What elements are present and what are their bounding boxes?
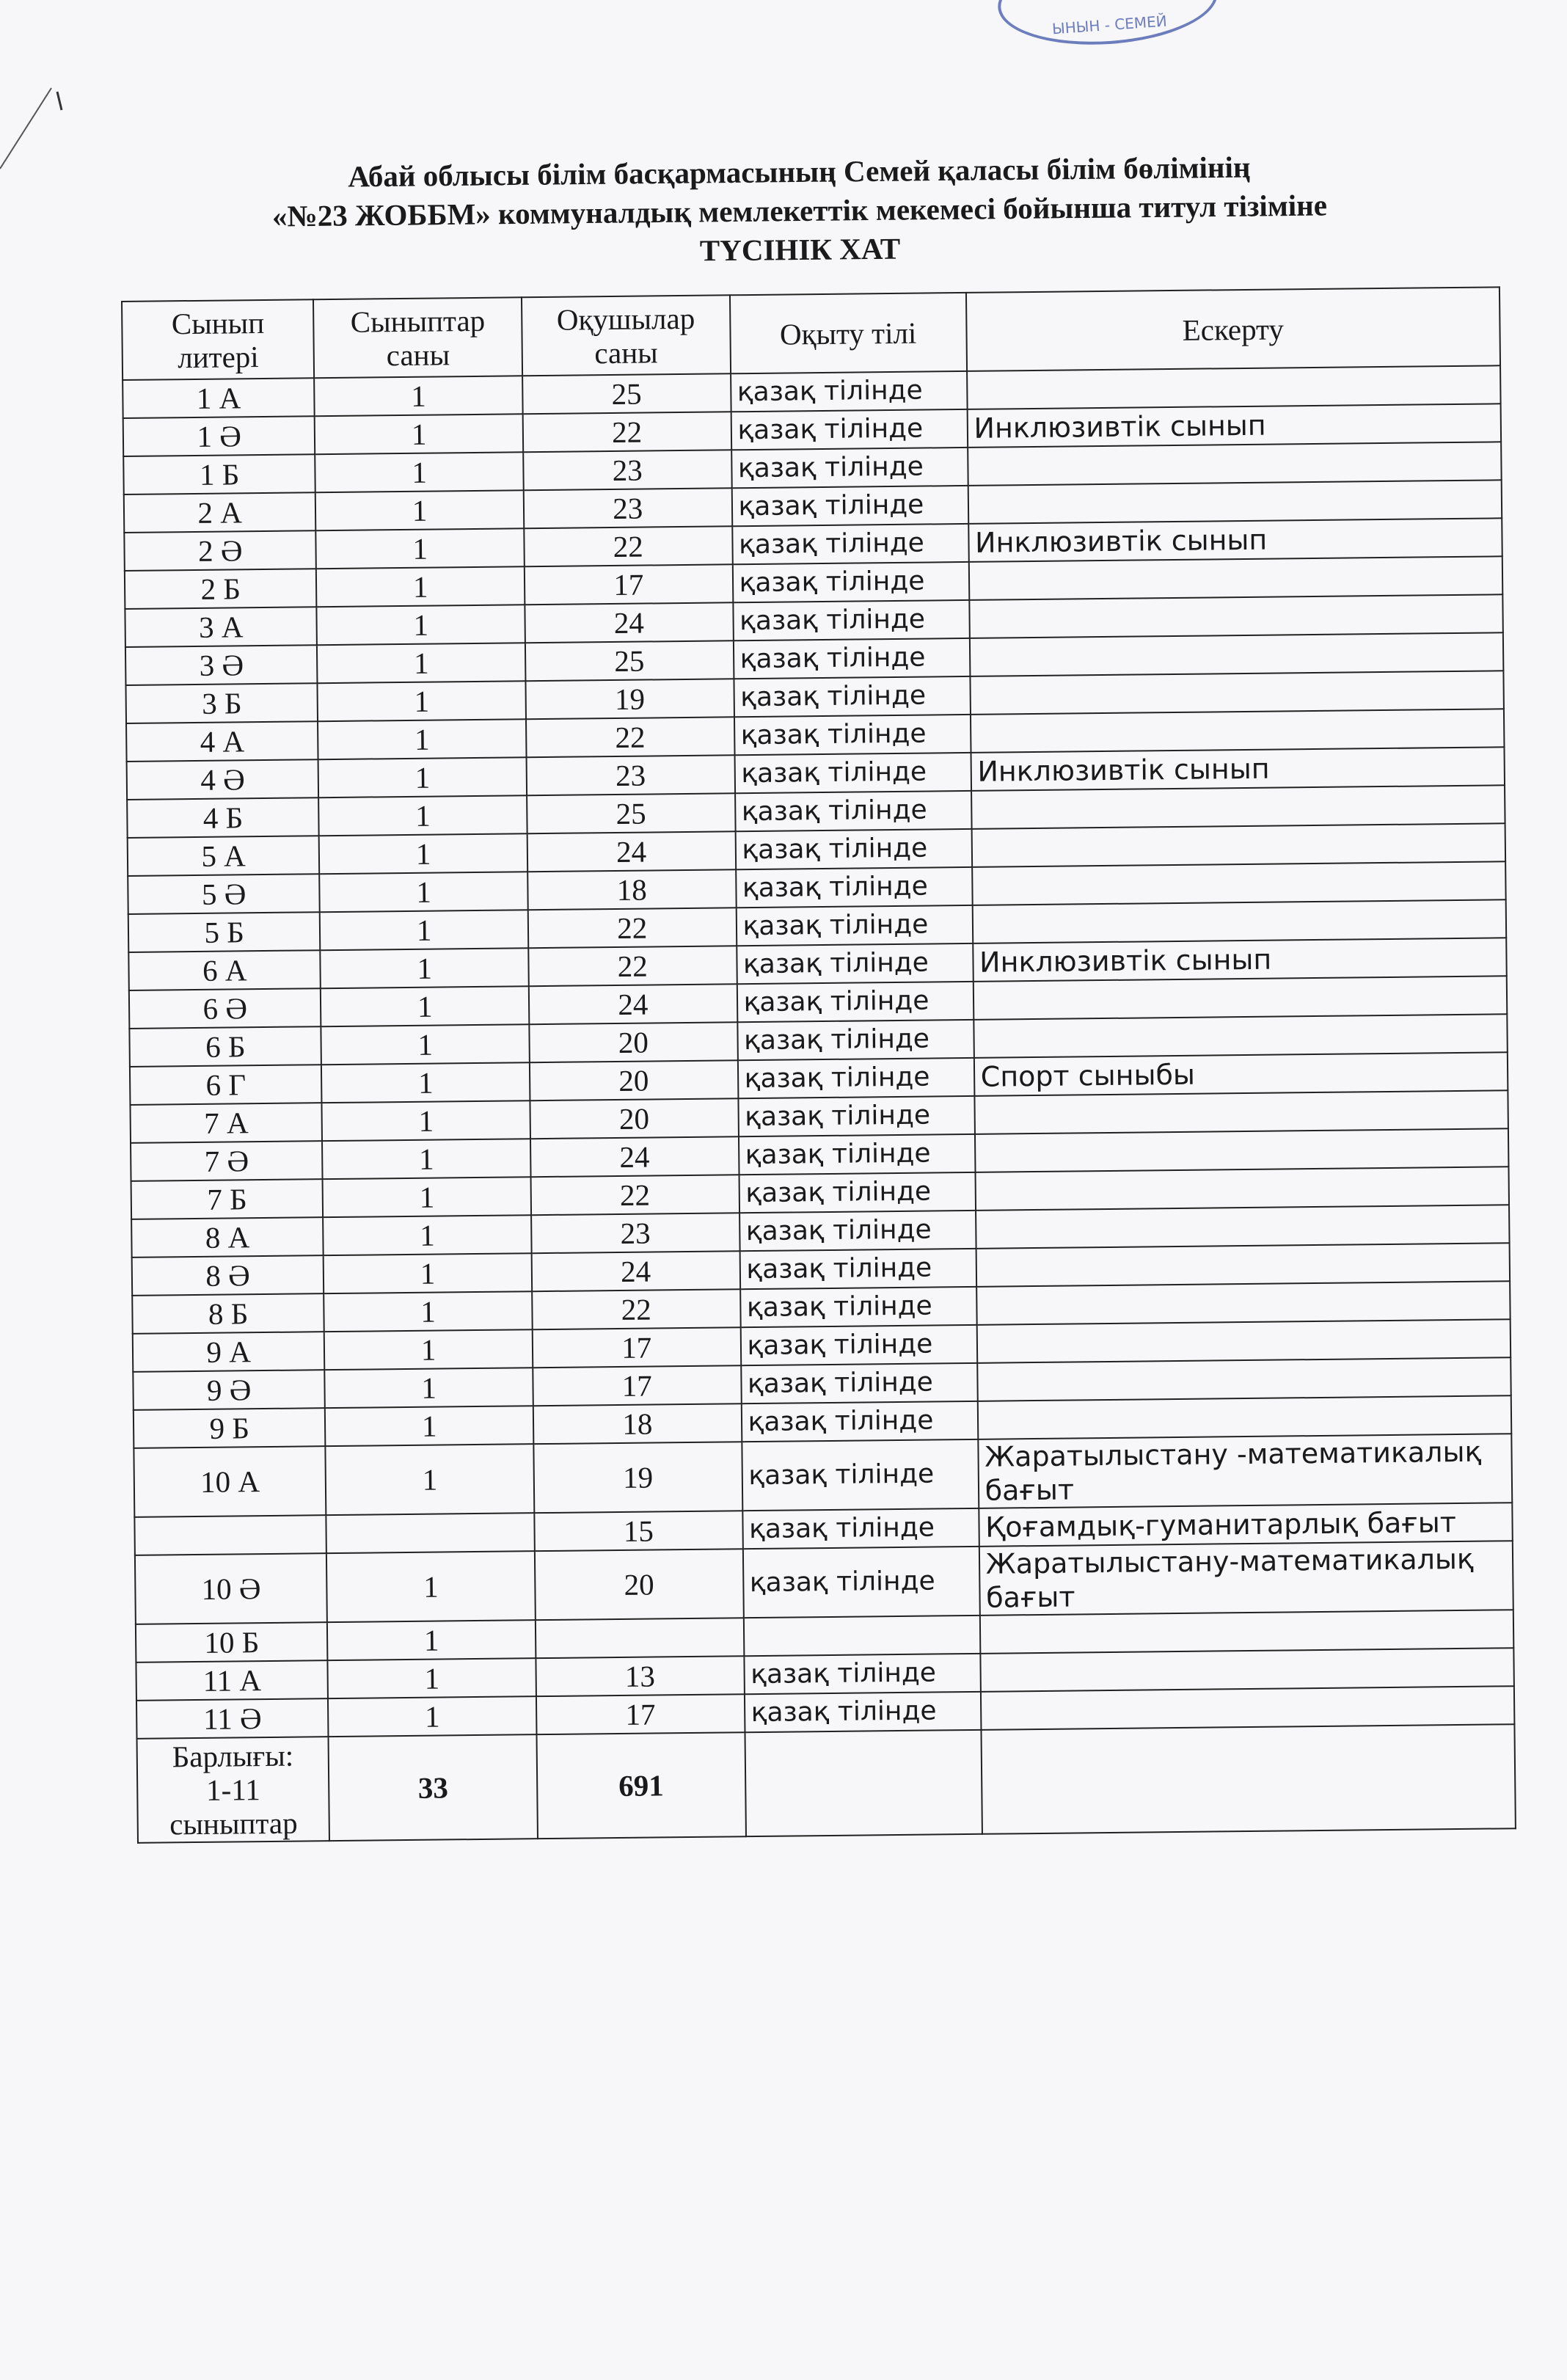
row-class-count: 1 <box>323 1215 531 1255</box>
row-note <box>968 480 1502 524</box>
row-class-count: 1 <box>324 1329 533 1370</box>
row-student-count: 24 <box>529 984 737 1024</box>
row-literal: 6 Б <box>129 1026 321 1067</box>
row-language: қазақ тілінде <box>732 524 969 564</box>
header-literal: Сынып литері <box>122 299 314 380</box>
row-language: қазақ тілінде <box>739 1172 976 1213</box>
row-language: қазақ тілінде <box>741 1401 978 1442</box>
document-title <box>117 145 1483 276</box>
row-student-count: 25 <box>522 373 731 414</box>
row-language: қазақ тілінде <box>742 1439 979 1511</box>
row-student-count: 19 <box>533 1442 742 1513</box>
row-student-count: 22 <box>532 1289 740 1329</box>
row-literal: 10 Ә <box>135 1553 327 1624</box>
row-note <box>972 861 1506 905</box>
row-language: қазақ тілінде <box>744 1692 981 1732</box>
row-student-count: 15 <box>534 1511 742 1551</box>
row-literal: 9 Б <box>134 1408 326 1448</box>
row-note: Қоғамдық-гуманитарлық бағыт <box>979 1503 1513 1547</box>
row-literal: 1 А <box>123 378 315 418</box>
row-literal: 3 А <box>125 607 317 647</box>
row-class-count: 1 <box>327 1620 536 1660</box>
row-note <box>970 671 1504 715</box>
row-class-count <box>326 1513 535 1553</box>
title-line-1: Абай облысы білім басқармасының Семей қаласы білім бөлімінің <box>348 150 1251 194</box>
row-note <box>977 1357 1511 1401</box>
row-student-count: 22 <box>524 526 732 566</box>
total-note-cell <box>981 1724 1516 1834</box>
row-language: қазақ тілінде <box>739 1134 976 1175</box>
row-note <box>967 365 1501 409</box>
row-language: қазақ тілінде <box>738 1096 975 1136</box>
row-class-count: 1 <box>321 1024 530 1065</box>
row-literal: 6 Ә <box>129 988 321 1029</box>
row-student-count: 25 <box>525 640 734 681</box>
row-note <box>971 823 1505 867</box>
row-student-count: 20 <box>530 1098 738 1139</box>
row-class-count: 1 <box>322 1139 530 1179</box>
row-class-count: 1 <box>326 1444 535 1515</box>
row-language: қазақ тілінде <box>742 1547 979 1618</box>
row-class-count: 1 <box>322 1100 530 1141</box>
row-student-count: 19 <box>525 679 734 719</box>
row-student-count: 22 <box>528 946 737 986</box>
row-student-count: 22 <box>530 1175 739 1215</box>
row-class-count: 1 <box>318 757 527 797</box>
header-student-count: Оқушылар саны <box>522 295 731 376</box>
row-student-count: 20 <box>530 1060 738 1100</box>
row-class-count: 1 <box>321 948 529 988</box>
total-class-count: 33 <box>329 1734 538 1841</box>
row-language: қазақ тілінде <box>736 867 973 908</box>
row-language: қазақ тілінде <box>737 982 974 1022</box>
row-note <box>977 1395 1511 1439</box>
row-class-count: 1 <box>321 1062 530 1103</box>
row-language: қазақ тілінде <box>736 905 973 946</box>
row-literal: 4 Ә <box>127 759 319 800</box>
row-language: қазақ тілінде <box>733 600 970 640</box>
row-class-count: 1 <box>326 1551 536 1622</box>
row-student-count: 25 <box>527 793 735 833</box>
row-literal: 9 А <box>133 1332 325 1372</box>
row-class-count: 1 <box>318 795 527 836</box>
row-language: қазақ тілінде <box>735 829 972 869</box>
row-class-count: 1 <box>324 1291 533 1332</box>
row-class-count: 1 <box>318 681 526 721</box>
row-class-count: 1 <box>324 1253 532 1293</box>
row-language: қазақ тілінде <box>731 448 968 488</box>
row-language: қазақ тілінде <box>737 1020 974 1060</box>
header-class-count: Сыныптар саны <box>313 297 522 378</box>
row-class-count: 1 <box>316 528 525 569</box>
row-student-count: 24 <box>532 1251 740 1291</box>
row-class-count: 1 <box>315 452 524 492</box>
row-note: Жаратылыстану-математикалық бағыт <box>979 1541 1513 1616</box>
row-language: қазақ тілінде <box>739 1249 976 1289</box>
row-note: Спорт сыныбы <box>974 1052 1508 1096</box>
row-language: қазақ тілінде <box>735 791 972 831</box>
row-student-count: 13 <box>536 1656 744 1696</box>
row-note <box>972 899 1506 943</box>
row-note <box>973 976 1507 1020</box>
row-literal: 11 Ә <box>136 1698 329 1739</box>
row-literal <box>134 1515 326 1555</box>
row-student-count: 22 <box>526 717 734 757</box>
row-literal: 1 Ә <box>123 416 315 456</box>
row-note: Жаратылыстану -математикалық бағыт <box>978 1434 1512 1508</box>
row-class-count: 1 <box>320 872 528 912</box>
row-literal: 7 Ә <box>131 1141 323 1181</box>
row-language: қазақ тілінде <box>744 1654 981 1694</box>
row-class-count: 1 <box>325 1406 533 1446</box>
row-class-count: 1 <box>317 643 525 683</box>
row-note <box>968 556 1502 600</box>
row-language: қазақ тілінде <box>733 638 970 679</box>
row-note <box>976 1205 1510 1249</box>
row-class-count: 1 <box>328 1696 536 1737</box>
row-note <box>974 1014 1508 1058</box>
row-class-count: 1 <box>328 1658 536 1698</box>
row-language: қазақ тілінде <box>740 1287 977 1327</box>
table-body <box>123 365 1514 1739</box>
row-literal: 5 Ә <box>128 874 320 914</box>
row-student-count: 22 <box>528 908 737 948</box>
row-note <box>970 632 1504 676</box>
title-line-2: «№23 ЖОББМ» коммуналдық мемлекеттік мекемесі бойынша титул тізіміне <box>271 188 1328 233</box>
row-literal: 9 Ә <box>133 1370 325 1410</box>
row-student-count: 24 <box>525 602 733 643</box>
row-note <box>971 785 1505 829</box>
row-language: қазақ тілінде <box>734 753 971 793</box>
table-header-row <box>122 287 1500 380</box>
total-label <box>137 1737 330 1843</box>
row-class-count: 1 <box>323 1177 531 1217</box>
row-student-count: 20 <box>529 1022 737 1062</box>
row-note <box>975 1167 1509 1211</box>
row-language: қазақ тілінде <box>741 1363 978 1403</box>
row-literal: 4 Б <box>127 797 319 838</box>
row-language: қазақ тілінде <box>734 715 971 755</box>
row-class-count: 1 <box>316 566 525 607</box>
row-note <box>976 1243 1510 1287</box>
row-note <box>968 442 1502 486</box>
row-class-count: 1 <box>319 833 527 874</box>
row-literal: 8 Б <box>132 1293 324 1334</box>
row-language: қазақ тілінде <box>737 1058 974 1098</box>
row-class-count: 1 <box>321 986 529 1026</box>
row-literal: 7 А <box>130 1103 322 1143</box>
row-language: қазақ тілінде <box>742 1508 979 1549</box>
row-class-count: 1 <box>315 490 524 530</box>
row-language: қазақ тілінде <box>739 1211 976 1251</box>
row-student-count: 17 <box>533 1327 741 1368</box>
row-student-count: 23 <box>523 450 731 490</box>
row-class-count: 1 <box>317 605 525 645</box>
row-class-count: 1 <box>325 1368 533 1408</box>
row-literal: 10 А <box>134 1446 326 1517</box>
row-student-count: 17 <box>536 1694 745 1734</box>
row-note <box>976 1319 1511 1363</box>
row-literal: 10 Б <box>136 1622 328 1662</box>
row-literal: 1 Б <box>123 454 315 494</box>
row-class-count: 1 <box>315 414 523 454</box>
row-literal: 6 Г <box>130 1065 322 1105</box>
title-line-3: ТҮСІНІК ХАТ <box>699 231 901 268</box>
row-note <box>976 1281 1511 1325</box>
row-note <box>980 1648 1514 1692</box>
row-student-count: 24 <box>527 831 736 872</box>
row-note: Инклюзивтік сынып <box>968 518 1502 562</box>
row-student-count: 17 <box>533 1365 741 1406</box>
row-class-count: 1 <box>318 719 526 759</box>
row-student-count: 24 <box>530 1136 739 1177</box>
row-literal: 2 Ә <box>124 530 316 571</box>
row-language: қазақ тілінде <box>737 943 974 984</box>
row-language: қазақ тілінде <box>732 562 969 602</box>
row-note <box>971 709 1505 753</box>
row-student-count: 23 <box>524 488 732 528</box>
total-label-line-2: 1-11 <box>205 1773 260 1807</box>
row-literal: 4 А <box>126 721 318 762</box>
row-literal: 3 Ә <box>125 645 318 685</box>
row-class-count: 1 <box>314 376 522 416</box>
stamp <box>995 0 1221 51</box>
row-literal: 8 А <box>131 1217 324 1257</box>
row-language: қазақ тілінде <box>731 371 968 412</box>
row-literal: 2 А <box>124 492 316 533</box>
row-student-count <box>536 1618 744 1658</box>
row-student-count: 18 <box>527 869 736 910</box>
row-literal: 7 Б <box>131 1179 324 1219</box>
row-literal: 5 А <box>128 836 320 876</box>
stamp-text: ЫНЫН - СЕМЕЙ <box>1051 12 1168 38</box>
row-language <box>743 1616 980 1656</box>
row-student-count: 17 <box>525 564 733 605</box>
row-note <box>975 1128 1509 1172</box>
corner-pen-mark <box>0 0 66 191</box>
row-student-count: 23 <box>531 1213 739 1253</box>
row-literal: 3 Б <box>125 683 318 723</box>
row-note <box>974 1090 1508 1134</box>
row-language: қазақ тілінде <box>734 676 971 717</box>
row-literal: 8 Ә <box>132 1255 324 1296</box>
total-label-line-1: Барлығы: <box>172 1738 294 1774</box>
row-note <box>969 594 1503 638</box>
row-literal: 6 А <box>128 950 321 990</box>
total-language-cell <box>745 1730 982 1836</box>
row-student-count: 18 <box>533 1403 742 1444</box>
row-student-count: 20 <box>535 1549 744 1620</box>
total-label-line-3: сыныптар <box>169 1806 298 1841</box>
header-note: Ескерту <box>966 287 1500 371</box>
row-language: қазақ тілінде <box>740 1325 977 1365</box>
row-student-count: 23 <box>526 755 734 795</box>
row-language: қазақ тілінде <box>731 486 968 526</box>
row-language: қазақ тілінде <box>731 409 968 450</box>
row-note <box>979 1610 1513 1654</box>
row-note: Инклюзивтік сынып <box>967 404 1501 448</box>
row-note: Инклюзивтік сынып <box>971 747 1505 791</box>
row-note: Инклюзивтік сынып <box>973 938 1507 982</box>
total-student-count: 691 <box>536 1732 745 1839</box>
class-table <box>121 286 1516 1844</box>
header-language: Оқыту тілі <box>730 293 967 373</box>
row-note <box>981 1686 1515 1730</box>
row-literal: 5 Б <box>128 912 321 952</box>
row-class-count: 1 <box>320 910 528 950</box>
row-student-count: 22 <box>523 412 731 452</box>
total-row <box>137 1724 1516 1843</box>
row-literal: 2 Б <box>125 569 317 609</box>
row-literal: 11 А <box>136 1660 328 1701</box>
